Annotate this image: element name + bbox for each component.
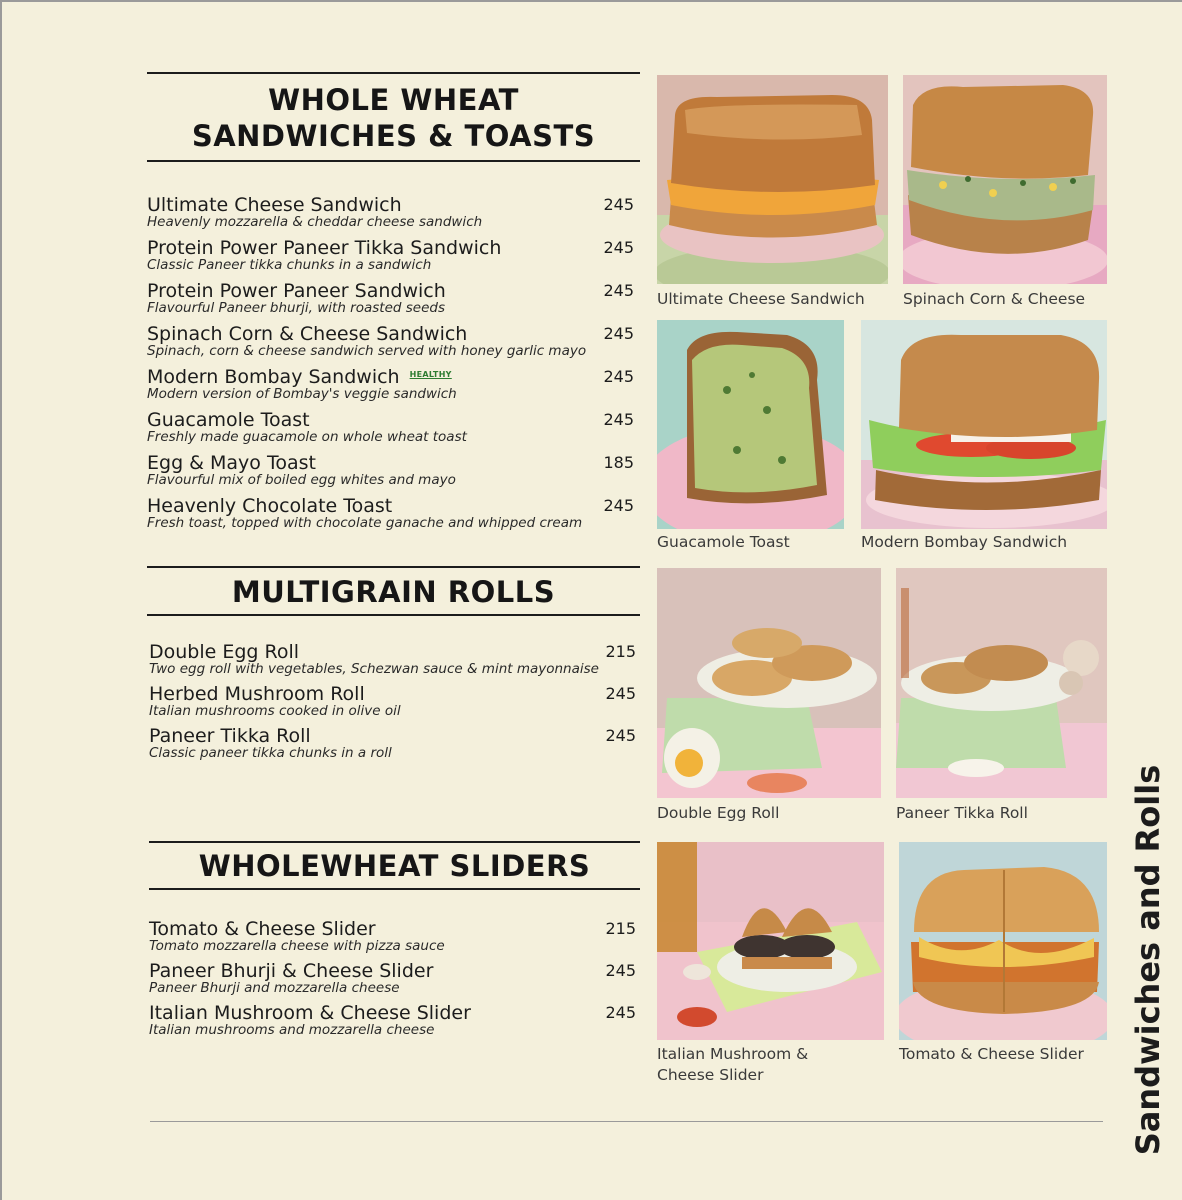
section-heading-rolls [147,566,640,616]
photo-caption: Modern Bombay Sandwich [861,533,1068,551]
photo-modern-bombay-sandwich [861,320,1107,529]
page-frame-left [0,0,2,1200]
side-title: Sandwiches and Rolls [1129,764,1167,1156]
menu-item [147,495,637,538]
section-heading-sandwiches [147,72,640,162]
item-description: Fresh toast, topped with chocolate ganache and whipped cream [147,515,583,531]
bottom-divider [150,1121,1103,1122]
menu-item [149,1002,639,1044]
item-description: Freshly made guacamole on whole wheat toast [147,429,467,445]
menu-item [147,280,637,323]
photo-italian-mushroom-cheese-slider [657,842,884,1040]
item-name: Protein Power Paneer Tikka Sandwich [147,237,502,259]
page-frame-top [0,0,1182,2]
item-description: Italian mushrooms and mozzarella cheese [149,1022,435,1038]
item-price: 245 [603,195,634,214]
item-name: Egg & Mayo Toast [147,452,316,474]
healthy-badge: HEALTHY [409,369,452,379]
section-title: WHOLEWHEAT SLIDERS [198,849,591,883]
menu-item [147,323,637,366]
item-name: Modern Bombay Sandwich [147,366,400,388]
item-name: Guacamole Toast [147,409,310,431]
photo-spinach-corn-cheese [903,75,1107,284]
item-name: Double Egg Roll [149,641,300,663]
heading-rule-bottom [147,160,640,162]
menu-item [147,452,637,495]
section-heading-sliders [149,841,640,890]
item-price: 215 [605,642,636,661]
photo-caption: Paneer Tikka Roll [896,804,1028,822]
item-name: Heavenly Chocolate Toast [147,495,393,517]
item-price: 245 [603,367,634,386]
item-description: Modern version of Bombay's veggie sandwich [147,386,457,402]
photo-guacamole-toast [657,320,844,529]
menu-item [147,366,637,409]
menu-item [149,960,639,1002]
caption-line1: Italian Mushroom & [657,1045,809,1063]
item-price: 185 [603,453,634,472]
section-title-line2: SANDWICHES & TOASTS [191,119,596,153]
item-description: Spinach, corn & cheese sandwich served with honey garlic mayo [147,343,587,359]
menu-item [149,918,639,960]
item-price: 245 [605,961,636,980]
menu-item [147,237,637,280]
item-price: 245 [603,238,634,257]
item-description: Classic Paneer tikka chunks in a sandwich [147,257,432,273]
item-name: Protein Power Paneer Sandwich [147,280,446,302]
item-name: Paneer Bhurji & Cheese Slider [149,960,434,982]
item-description: Flavourful Paneer bhurji, with roasted seeds [147,300,445,316]
item-name: Paneer Tikka Roll [149,725,311,747]
item-name: Italian Mushroom & Cheese Slider [149,1002,471,1024]
menu-item [149,683,639,725]
item-description: Classic paneer tikka chunks in a roll [149,745,392,761]
photo-caption: Tomato & Cheese Slider [899,1045,1084,1063]
item-price: 245 [605,684,636,703]
sandwich-menu-list [147,194,637,538]
photo-caption: Spinach Corn & Cheese [903,290,1086,308]
rolls-menu-list [149,641,639,767]
photo-caption: Guacamole Toast [657,533,790,551]
item-price: 215 [605,919,636,938]
sliders-menu-list [149,918,639,1044]
item-price: 245 [605,1003,636,1022]
item-price: 245 [603,496,634,515]
section-title-line1: WHOLE WHEAT [268,83,519,117]
menu-item [149,725,639,767]
section-title [147,74,640,160]
photo-double-egg-roll [657,568,881,798]
photo-caption [657,1044,808,1086]
item-price: 245 [605,726,636,745]
item-name: Herbed Mushroom Roll [149,683,365,705]
photo-caption: Double Egg Roll [657,804,780,822]
item-description: Tomato mozzarella cheese with pizza sauce [149,938,445,954]
heading-rule-bottom [147,614,640,616]
item-description: Flavourful mix of boiled egg whites and mayo [147,472,456,488]
menu-item [147,194,637,237]
item-description: Paneer Bhurji and mozzarella cheese [149,980,400,996]
photo-caption: Ultimate Cheese Sandwich [657,290,865,308]
menu-item [149,641,639,683]
item-price: 245 [603,324,634,343]
photo-tomato-cheese-slider [899,842,1107,1040]
item-price: 245 [603,410,634,429]
item-description: Heavenly mozzarella & cheddar cheese sandwich [147,214,483,230]
item-description: Italian mushrooms cooked in olive oil [149,703,401,719]
item-description: Two egg roll with vegetables, Schezwan sauce & mint mayonnaise [149,661,599,677]
menu-item [147,409,637,452]
heading-rule-bottom [149,888,640,890]
item-price: 245 [603,281,634,300]
caption-line2: Cheese Slider [657,1066,764,1084]
photo-ultimate-cheese-sandwich [657,75,888,284]
photo-paneer-tikka-roll [896,568,1107,798]
item-name: Tomato & Cheese Slider [149,918,376,940]
item-name: Ultimate Cheese Sandwich [147,194,402,216]
section-title: MULTIGRAIN ROLLS [231,575,556,609]
item-name: Spinach Corn & Cheese Sandwich [147,323,468,345]
